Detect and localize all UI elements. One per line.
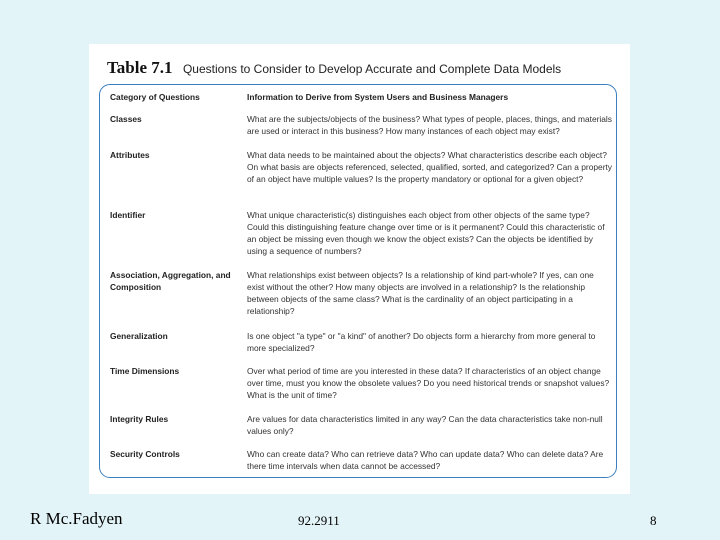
table-title: Questions to Consider to Develop Accurate and Complete Data Models bbox=[182, 62, 562, 76]
table-number: Table 7.1 bbox=[107, 58, 173, 77]
row-time-dimensions-info: Over what period of time are you interested in these data? If characteristics of an object change over time, must you know the obsolete values? Do you need historical trends or snapshot values? What is the unit of time? bbox=[247, 366, 610, 400]
footer-author: R Mc.Fadyen bbox=[30, 509, 123, 528]
row-classes-info: What are the subjects/objects of the business? What types of people, places, things, and materials are used or interact in this business? How many instances of each object may exist? bbox=[247, 114, 612, 136]
header-info: Information to Derive from System Users and Business Managers bbox=[247, 92, 509, 102]
row-security-controls-info: Who can create data? Who can retrieve data? Who can update data? Who can delete data? Are there time intervals when data cannot be accessed? bbox=[247, 449, 604, 471]
row-integrity-rules-category: Integrity Rules bbox=[110, 414, 169, 424]
row-integrity-rules-info: Are values for data characteristics limited in any way? Can the data characteristics take non-null values only? bbox=[247, 414, 603, 436]
row-identifier-category: Identifier bbox=[110, 210, 146, 220]
row-generalization-category: Generalization bbox=[110, 331, 168, 341]
row-identifier-info: What unique characteristic(s) distinguishes each object from other objects of the same type? Could this distinguishing feature change over time or is it permanent? Could this characteristic of an object be missing even though we know the object exists? Can the objects be identified by using a sequence of numbers? bbox=[247, 210, 605, 256]
header-category: Category of Questions bbox=[110, 92, 200, 102]
row-association-category: Association, Aggregation, and Composition bbox=[110, 270, 231, 292]
row-generalization-info: Is one object "a type" or "a kind" of another? Do objects form a hierarchy from more general to more specialized? bbox=[247, 331, 596, 353]
row-time-dimensions-category: Time Dimensions bbox=[110, 366, 180, 376]
table-caption bbox=[107, 58, 561, 78]
footer-page-number: 8 bbox=[650, 513, 657, 528]
row-attributes-info: What data needs to be maintained about the objects? What characteristics describe each object? On what basis are objects referenced, selected, qualified, sorted, and categorized? Can a property of an object have multiple values? Is the property mandatory or optional for a given object? bbox=[247, 150, 612, 184]
row-classes-category: Classes bbox=[110, 114, 142, 124]
row-association-info: What relationships exist between objects? Is a relationship of kind part-whole? If yes, can one exist without the other? How many objects are involved in a relationship? Is the relationship between objects of the same class? What is the cardinality of an object participating in a relationship? bbox=[247, 270, 594, 316]
row-security-controls-category: Security Controls bbox=[110, 449, 180, 459]
footer-course: 92.2911 bbox=[298, 513, 340, 528]
row-attributes-category: Attributes bbox=[110, 150, 150, 160]
table-image bbox=[89, 44, 630, 494]
